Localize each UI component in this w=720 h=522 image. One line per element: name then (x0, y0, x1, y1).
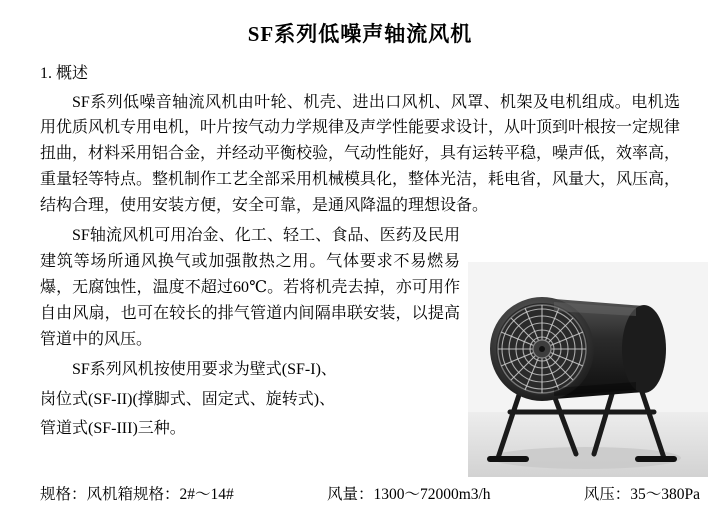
document-page (0, 22, 720, 522)
paragraph-types-line-2: 岗位式(SF-II)(撑脚式、固定式、旋转式)、 (40, 390, 336, 408)
paragraph-overview-2: SF轴流风机可用冶金、化工、轻工、食品、医药及民用建筑等场所通风换气或加强散热之用。气体要求不易燃易爆，无腐蚀性，温度不超过60℃。若将机壳去掉，亦可用作自由风扇，也可在较长的排气管道内间隔串联安装，以提高管道中的风压。 (40, 227, 460, 348)
paragraph-types-line-3: 管道式(SF-III)三种。 (40, 420, 186, 438)
section-heading-overview: 1. 概述 (40, 65, 89, 83)
axial-fan-photo (468, 262, 708, 477)
spec-size: 规格：风机箱规格：2#～14# (40, 486, 234, 503)
page-title: SF系列低噪声轴流风机 (247, 22, 473, 46)
paragraph-types-line-1: SF系列风机按使用要求为壁式(SF-I)、 (72, 360, 337, 378)
spec-pressure: 风压：35～380Pa (583, 486, 700, 503)
paragraph-overview-1: SF系列低噪音轴流风机由叶轮、机壳、进出口风机、风罩、机架及电机组成。电机选用优质风机专用电机，叶片按气动力学规律及声学性能要求设计，从叶顶到叶根按一定规律扭曲，材料采用铝合金，并经动平衡校验，气动性能好，具有运转平稳，噪声低，效率高，重量轻等特点。整机制作工艺全部采用机械模具化，整体光洁，耗电省，风量大，风压高，结构合理，使用安装方便，安全可靠，是通风降温的理想设备。 (40, 93, 681, 215)
fan-illustration (468, 262, 708, 477)
specifications-row (40, 482, 700, 504)
spec-airflow: 风量：1300～72000m3/h (326, 486, 491, 503)
